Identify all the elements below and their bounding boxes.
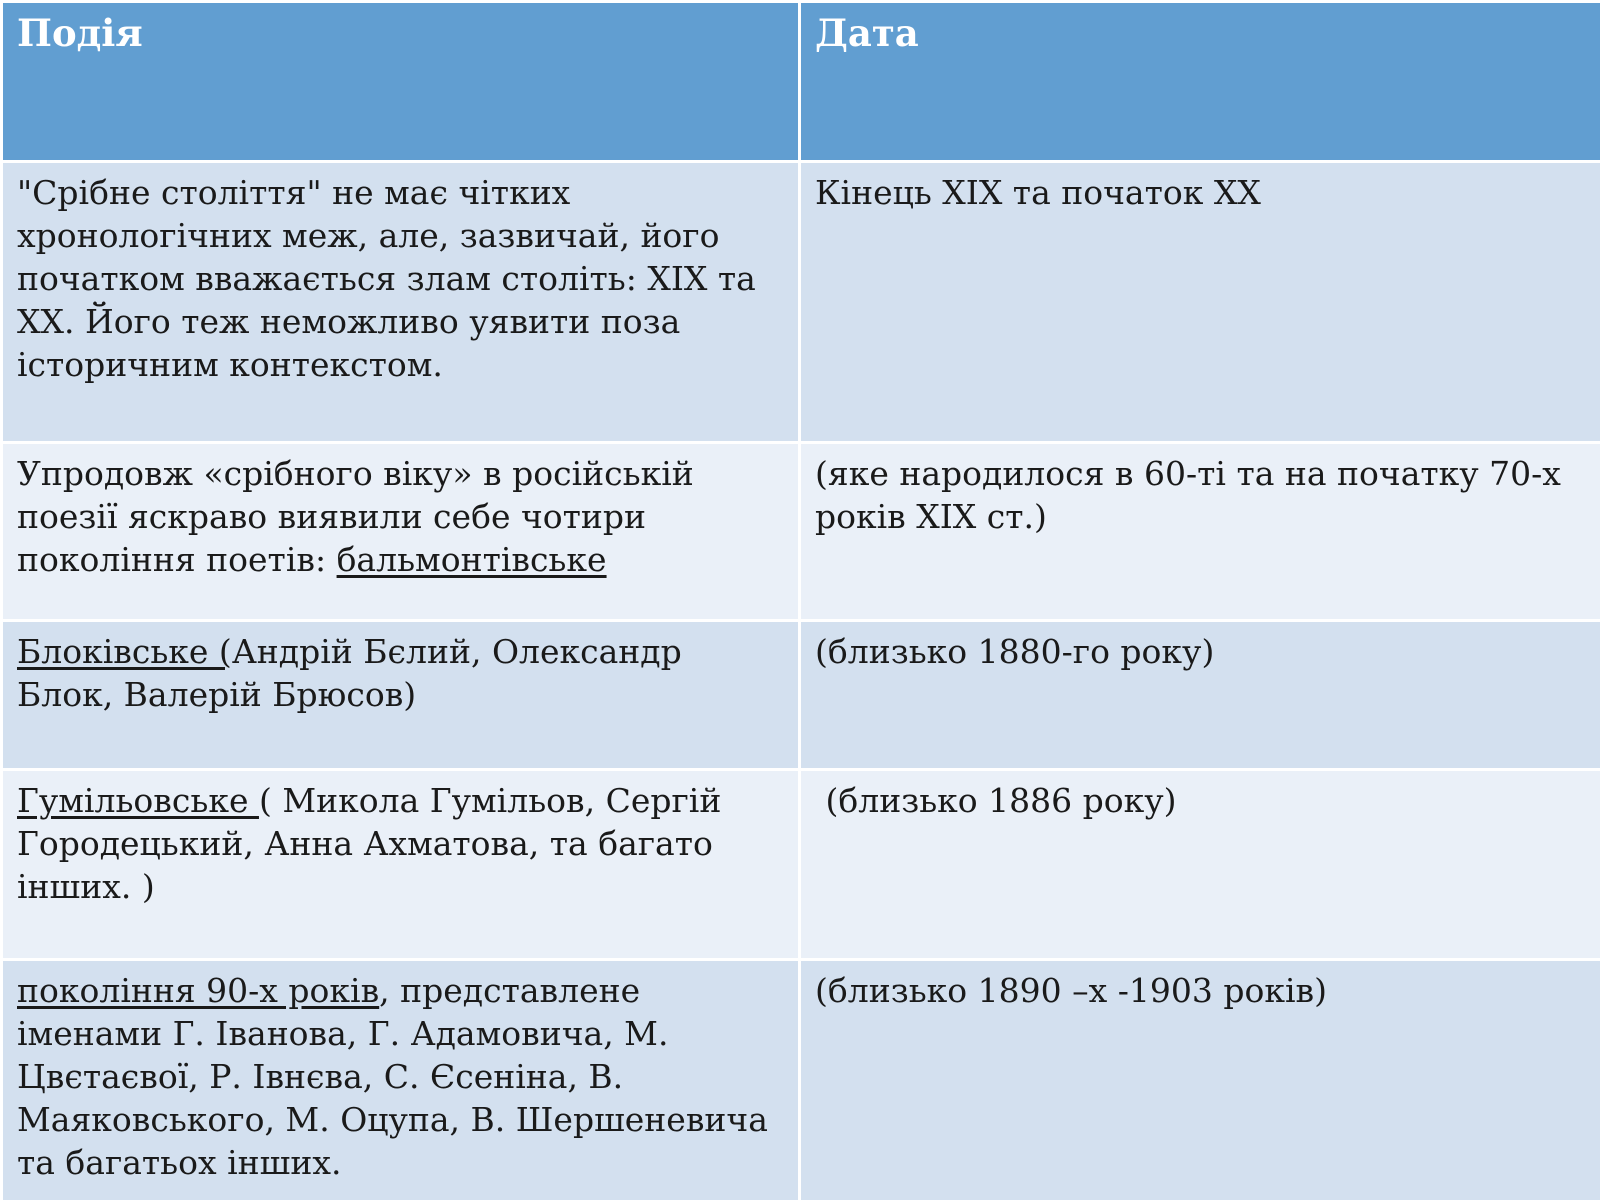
event-cell: [2, 443, 800, 621]
column-header-event: Подія: [2, 2, 800, 162]
event-cell: [2, 621, 800, 770]
generation-link-90s[interactable]: покоління 90-х років: [17, 971, 379, 1010]
table-row: [2, 960, 1600, 1202]
generation-link-balmont[interactable]: бальмонтівське: [337, 540, 607, 579]
table-row: [2, 770, 1600, 960]
date-cell: (близько 1880-го року): [800, 621, 1600, 770]
event-text: ( Микола Гумільов, Сергій Городецький, Анна Ахматова, та багато інших. ): [17, 781, 721, 906]
event-text: Упродовж «срібного віку» в російській поезії яскраво виявили себе чотири покоління поетів:: [17, 454, 694, 579]
date-cell: (близько 1890 –х -1903 років): [800, 960, 1600, 1202]
event-text: Андрій Бєлий, Олександр Блок, Валерій Брюсов): [17, 632, 682, 714]
table-row: [2, 443, 1600, 621]
generation-link-blok[interactable]: Блоківське (: [17, 632, 232, 671]
event-cell: [2, 162, 800, 443]
date-cell: (яке народилося в 60-ті та на початку 70-х років XIX ст.): [800, 443, 1600, 621]
event-cell: [2, 960, 800, 1202]
table-header-row: [2, 2, 1600, 162]
date-cell: Кінець XIX та початок XX: [800, 162, 1600, 443]
event-cell: [2, 770, 800, 960]
column-header-date: Дата: [800, 2, 1600, 162]
table-row: [2, 162, 1600, 443]
generation-link-gumilev[interactable]: Гумільовське: [17, 781, 259, 820]
table-row: [2, 621, 1600, 770]
event-text: , представлене іменами Г. Іванова, Г. Адамовича, М. Цвєтаєвої, Р. Івнєва, С. Єсеніна, В. Маяковського, М. Оцупа, В. Шершеневича та багатьох інших.: [17, 971, 768, 1182]
date-cell: (близько 1886 року): [800, 770, 1600, 960]
event-text: "Срібне століття" не має чітких хронологічних меж, але, зазвичай, його початком вважається злам століть: XIX та XX. Його теж неможливо уявити поза історичним контекстом.: [17, 173, 756, 384]
